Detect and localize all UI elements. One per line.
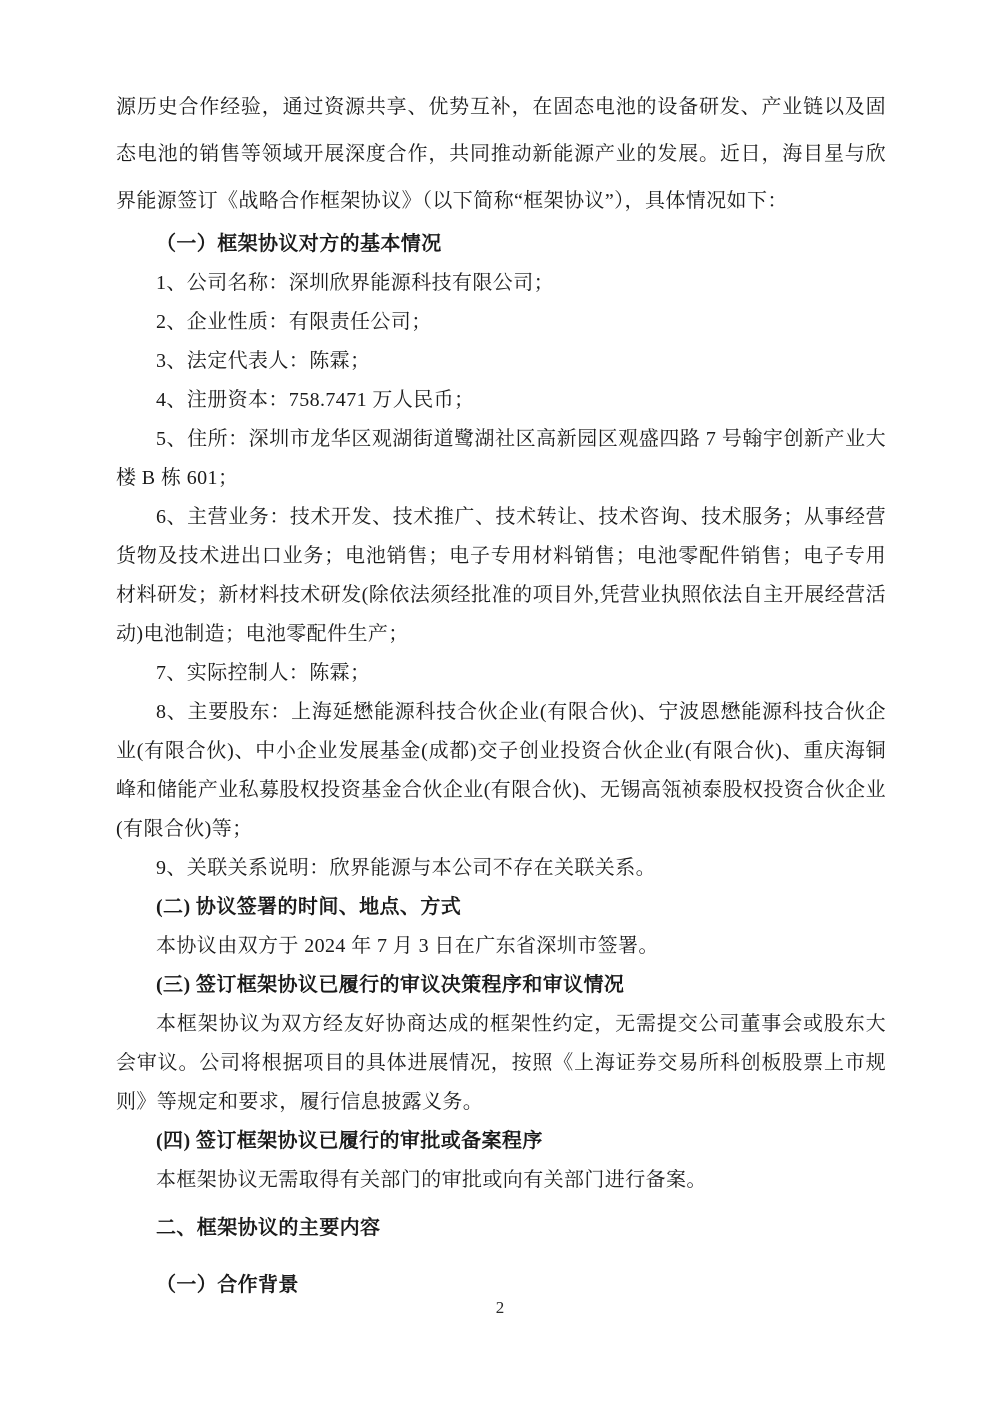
paragraph-intro-continuation: 源历史合作经验，通过资源共享、优势互补，在固态电池的设备研发、产业链以及固态电池的销售等领域开展深度合作，共同推动新能源产业的发展。近日，海目星与欣界能源签订《战略合作框架协议》（以下简称“框架协议”），具体情况如下：	[116, 96, 886, 212]
paragraph-signing-details: 本协议由双方于 2024 年 7 月 3 日在广东省深圳市签署。	[156, 935, 659, 957]
item-main-business: 6、主营业务：技术开发、技术推广、技术转让、技术咨询、技术服务；从事经营货物及技术进出口业务；电池销售；电子专用材料销售；电池零配件销售；电子专用材料研发；新材料技术研发(除依法须经批准的项目外,凭营业执照依法自主开展经营活动)电池制造；电池零配件生产；	[116, 506, 886, 645]
item-legal-representative: 3、法定代表人：陈霖；	[156, 350, 371, 372]
heading-section-2-signing-time-place-method: (二) 协议签署的时间、地点、方式	[156, 896, 462, 918]
paragraph-approval-details: 本框架协议无需取得有关部门的审批或向有关部门进行备案。	[156, 1169, 707, 1191]
heading-cooperation-background: （一）合作背景	[156, 1274, 299, 1296]
heading-part-2-main-contents: 二、框架协议的主要内容	[156, 1217, 381, 1239]
item-company-name: 1、公司名称：深圳欣界能源科技有限公司；	[156, 272, 554, 294]
item-related-party-statement: 9、关联关系说明：欣界能源与本公司不存在关联关系。	[156, 857, 656, 879]
heading-section-4-approval-filing-procedures: (四) 签订框架协议已履行的审批或备案程序	[156, 1130, 543, 1152]
heading-section-3-review-procedures: (三) 签订框架协议已履行的审议决策程序和审议情况	[156, 974, 625, 996]
page-number: 2	[495, 1298, 505, 1317]
item-major-shareholders: 8、主要股东：上海延懋能源科技合伙企业(有限合伙)、宁波恩懋能源科技合伙企业(有限合伙)、中小企业发展基金(成都)交子创业投资合伙企业(有限合伙)、重庆海铜峰和储能产业私募股权投资基金合伙企业(有限合伙)、无锡高瓴祯泰股权投资合伙企业(有限合伙)等；	[116, 701, 886, 840]
item-address: 5、住所：深圳市龙华区观湖街道鹭湖社区高新园区观盛四路 7 号翰宇创新产业大楼 B 栋 601；	[116, 428, 886, 489]
item-actual-controller: 7、实际控制人：陈霖；	[156, 662, 371, 684]
item-company-type: 2、企业性质：有限责任公司；	[156, 311, 432, 333]
heading-section-1-counterparty-basic-info: （一）框架协议对方的基本情况	[156, 233, 442, 255]
paragraph-review-details: 本框架协议为双方经友好协商达成的框架性约定，无需提交公司董事会或股东大会审议。公司将根据项目的具体进展情况，按照《上海证券交易所科创板股票上市规则》等规定和要求，履行信息披露义务。	[116, 1013, 886, 1113]
item-registered-capital: 4、注册资本：758.7471 万人民币；	[156, 389, 475, 411]
document-content	[116, 84, 886, 1305]
